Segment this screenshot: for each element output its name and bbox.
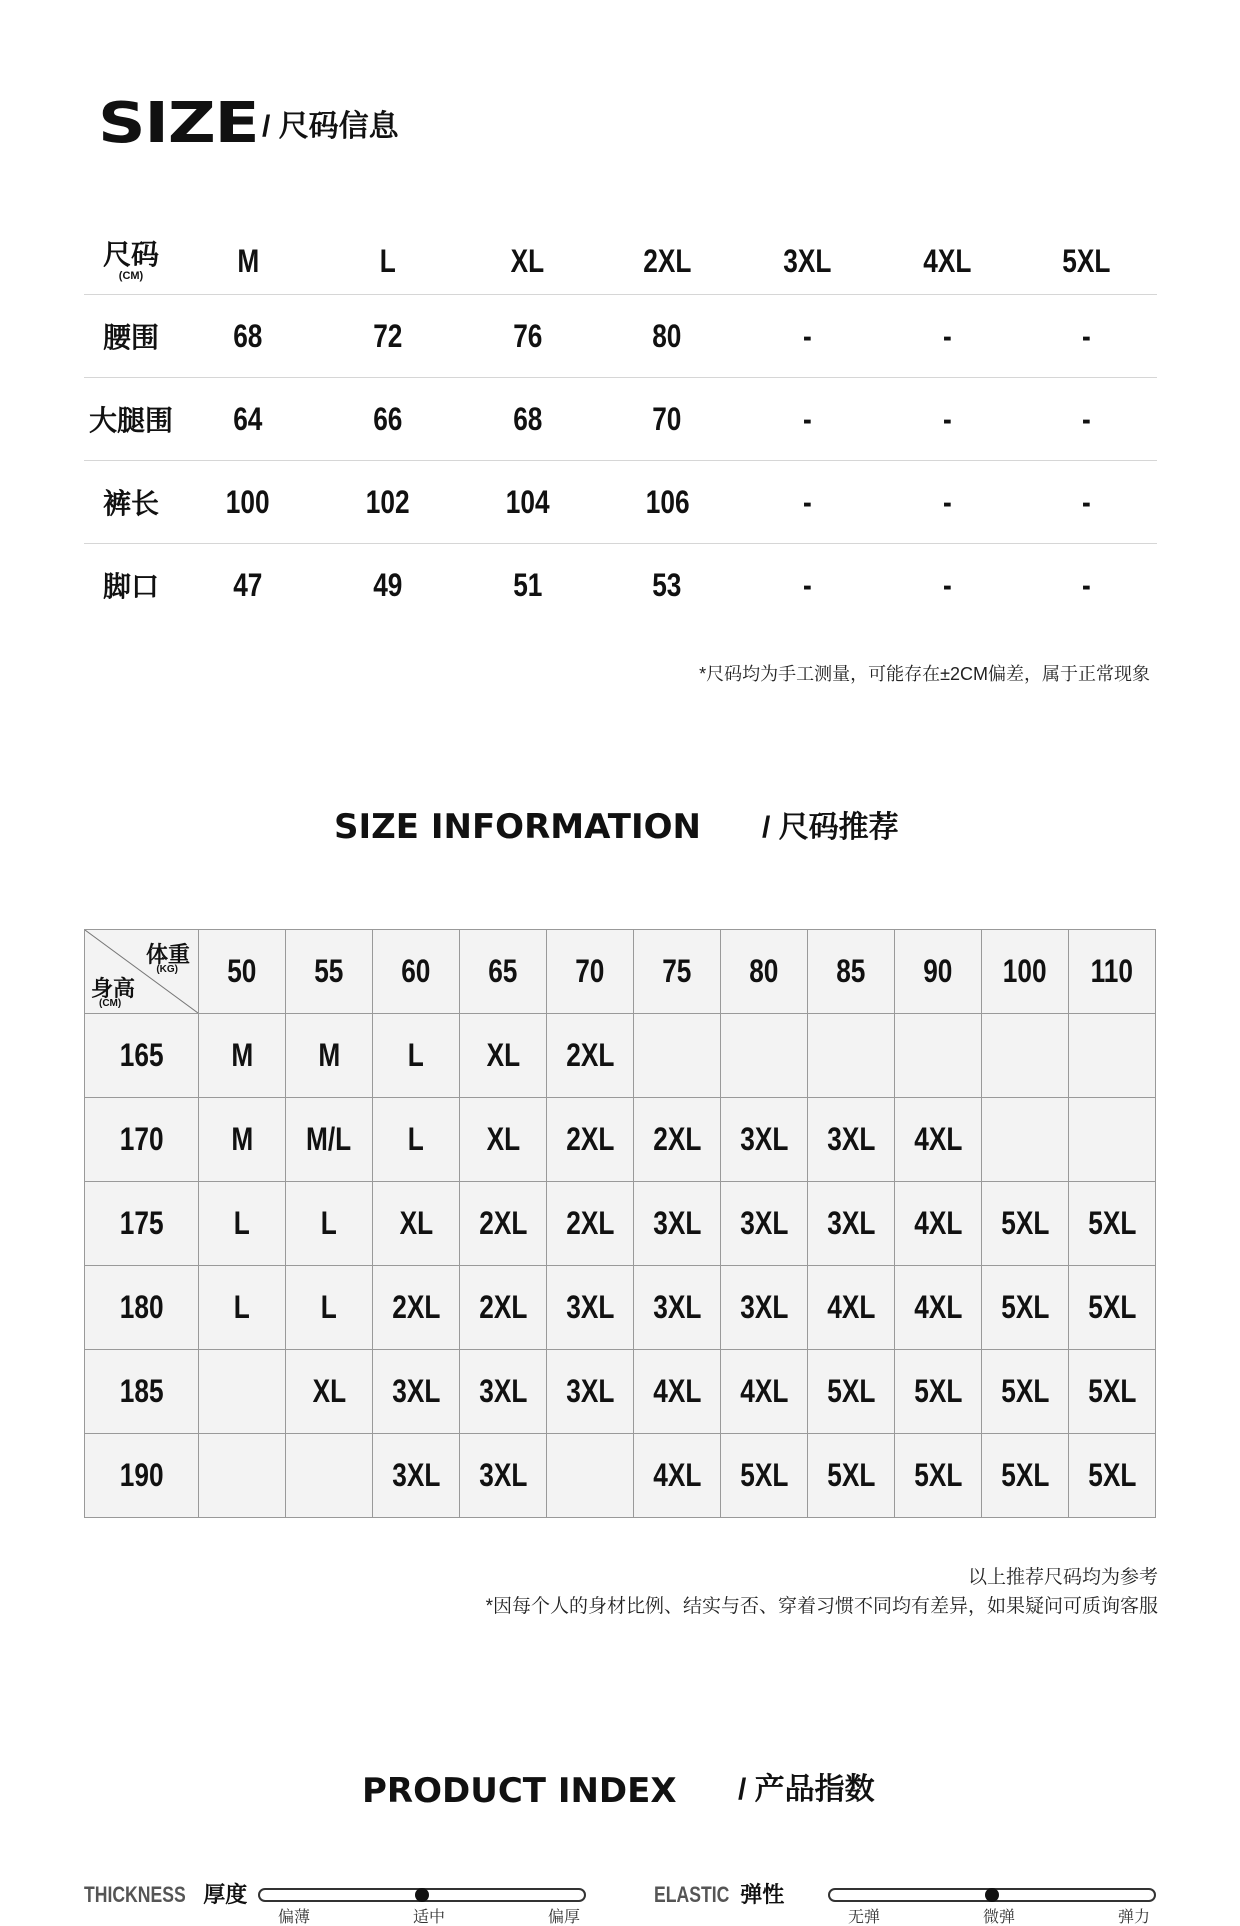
recommend-cell [634,1350,721,1434]
weight-value: 90 [923,953,953,989]
recommend-cell [895,1266,982,1350]
measurement-row-label: 裤长 [102,488,159,519]
measurement-cell [318,567,458,604]
measurement-value: 51 [512,566,543,603]
measurement-value: 70 [652,400,682,437]
measurement-cell [737,567,877,604]
size-label: 尺码 [102,238,159,270]
recommend-cell [286,1014,373,1098]
recommend-cell [808,1434,895,1518]
recommend-cell [373,1098,460,1182]
weight-value: 60 [401,953,431,989]
recommend-cell [721,1182,808,1266]
recommend-cell [547,1434,634,1518]
size-header-cell [178,243,318,280]
recommend-size: 2XL [391,1289,441,1325]
index-label-0 [84,1884,247,1906]
recommend-cell [547,1266,634,1350]
recommend-size: 3XL [739,1121,789,1157]
weight-header-cell [460,930,547,1014]
measurement-value: 104 [505,483,550,520]
recommend-size: M [231,1037,253,1073]
size-header-cell [318,243,458,280]
size-recommendation-table [84,929,1156,1518]
measurement-value: 72 [373,317,403,354]
weight-header-cell [286,930,373,1014]
recommend-size: M [318,1037,340,1073]
index-slider-0 [258,1888,586,1902]
recommend-cell [286,1350,373,1434]
recommend-size: L [233,1289,251,1325]
recommend-size: 5XL [1000,1205,1050,1241]
height-value: 175 [119,1205,164,1241]
recommend-size: XL [399,1205,433,1241]
measurement-cell [1017,401,1157,438]
weight-header-cell [982,930,1069,1014]
measurement-cell [318,484,458,521]
weight-header-cell [808,930,895,1014]
recommend-cell [721,1350,808,1434]
measurement-row [84,378,1157,461]
recommend-row [85,1266,1156,1350]
index-tick-label: 偏薄 [278,1909,311,1926]
index-slider-knob [415,1888,429,1902]
height-cell [85,1098,199,1182]
measurement-cell [597,401,737,438]
recommend-cell [982,1434,1069,1518]
weight-header-cell [547,930,634,1014]
recommend-size: XL [486,1037,520,1073]
recommend-cell [373,1434,460,1518]
recommend-cell [634,1434,721,1518]
weight-header-cell [199,930,286,1014]
height-value: 165 [119,1037,164,1073]
measurement-value: 66 [373,400,403,437]
recommend-cell [895,1014,982,1098]
height-cell [85,1014,199,1098]
index-label-cn: 弹性 [740,1882,785,1907]
recommend-size: 3XL [652,1289,702,1325]
product-index-title-en: PRODUCT INDEX [362,1771,677,1811]
recommend-size: 3XL [565,1373,615,1409]
recommend-row [85,1434,1156,1518]
recommend-cell [895,1098,982,1182]
measurement-cell [1017,318,1157,355]
recommend-cell [721,1098,808,1182]
measurement-cell [737,484,877,521]
height-value: 185 [119,1373,164,1409]
recommend-row [85,1014,1156,1098]
recommend-corner-cell [85,930,199,1014]
recommend-cell [373,1266,460,1350]
recommend-cell [199,1266,286,1350]
recommend-size: 3XL [478,1457,528,1493]
recommend-size: 2XL [652,1121,702,1157]
size-header-text: L [379,242,396,279]
measurement-value: - [1082,317,1092,354]
recommend-size: 4XL [826,1289,876,1325]
recommend-header-row [85,930,1156,1014]
size-header-cell [458,243,598,280]
weight-value: 50 [227,953,257,989]
recommend-cell [460,1350,547,1434]
measurement-value: - [942,483,952,520]
weight-value: 65 [488,953,518,989]
measurement-row [84,544,1157,626]
measurement-cell [737,401,877,438]
recommend-size: XL [486,1121,520,1157]
recommend-row [85,1098,1156,1182]
recommend-cell [547,1182,634,1266]
measurement-value: - [942,317,952,354]
size-information-title-cn: / 尺码推荐 [762,811,899,844]
index-tick-label: 弹力 [1118,1909,1151,1926]
recommend-size: 3XL [739,1289,789,1325]
size-header-text: 4XL [922,242,971,279]
measurement-value: 106 [645,483,690,520]
recommend-cell [721,1014,808,1098]
measurement-cell [877,401,1017,438]
weight-value: 100 [1003,953,1047,989]
recommend-size: 5XL [1087,1457,1137,1493]
recommend-cell [199,1182,286,1266]
recommend-size: 5XL [1000,1373,1050,1409]
measurement-row [84,295,1157,378]
recommend-size: 5XL [826,1457,876,1493]
measurement-value: - [1082,400,1092,437]
size-header-cell [1017,243,1157,280]
measurement-cell [877,318,1017,355]
measurement-value: - [1082,483,1092,520]
measurement-value: 68 [512,400,543,437]
size-title-en: SIZE [98,91,259,156]
recommend-row [85,1182,1156,1266]
height-cell [85,1182,199,1266]
recommend-cell [634,1098,721,1182]
recommend-cell [199,1098,286,1182]
recommend-cell [895,1350,982,1434]
measurement-value: - [802,317,812,354]
measurement-cell [318,401,458,438]
index-tick-label: 偏厚 [548,1909,581,1926]
recommend-size: 3XL [652,1205,702,1241]
size-unit: (CM) [118,269,144,282]
corner-height-label: 身高 [91,976,136,1001]
recommend-size: M [231,1121,253,1157]
recommend-cell [460,1014,547,1098]
recommend-cell [895,1434,982,1518]
recommend-row [85,1350,1156,1434]
recommend-cell [1069,1182,1156,1266]
measurement-value: 49 [373,566,403,603]
measurement-table [84,228,1157,626]
measurement-value: 47 [233,566,263,603]
recommend-cell [373,1350,460,1434]
height-cell [85,1434,199,1518]
corner-weight-unit: (KG) [156,964,178,975]
measurement-value: 64 [233,400,263,437]
recommend-cell [286,1434,373,1518]
weight-value: 70 [575,953,605,989]
recommend-size: 3XL [478,1373,528,1409]
recommend-cell [1069,1266,1156,1350]
weight-header-cell [895,930,982,1014]
measurement-cell [318,318,458,355]
recommend-cell [547,1350,634,1434]
measurement-cell [458,401,598,438]
weight-value: 80 [749,953,779,989]
recommend-size: L [407,1037,425,1073]
size-information-title-en: SIZE INFORMATION [334,807,701,847]
index-slider-1 [828,1888,1156,1902]
product-index-title-cn: / 产品指数 [738,1773,875,1806]
measurement-cell [458,484,598,521]
measurement-row-label: 大腿围 [88,405,173,436]
recommend-cell [1069,1434,1156,1518]
measurement-value: 76 [512,317,543,354]
recommend-size: 5XL [1087,1373,1137,1409]
recommend-size: 3XL [391,1373,441,1409]
weight-value: 55 [314,953,344,989]
height-cell [85,1350,199,1434]
recommend-size: 2XL [565,1121,615,1157]
measurement-cell [458,567,598,604]
recommend-cell [808,1014,895,1098]
measurement-header-label [84,238,178,282]
measurement-cell [877,484,1017,521]
recommend-cell [547,1014,634,1098]
height-value: 180 [119,1289,164,1325]
recommend-cell [460,1266,547,1350]
recommend-size: L [407,1121,425,1157]
measurement-cell [1017,484,1157,521]
measurement-row-label: 脚口 [102,571,159,602]
recommend-size: 3XL [565,1289,615,1325]
recommend-size: XL [312,1373,346,1409]
recommend-size: 5XL [1087,1205,1137,1241]
measurement-value: 100 [226,483,270,520]
measurement-value: - [802,400,812,437]
recommend-size: 4XL [913,1205,963,1241]
recommend-cell [982,1266,1069,1350]
recommendation-note-1: 以上推荐尺码均为参考 [967,1567,1158,1588]
size-header-text: 5XL [1062,242,1111,279]
measurement-cell [877,567,1017,604]
recommend-cell [460,1434,547,1518]
size-header-cell [877,243,1017,280]
recommend-size: 2XL [565,1205,615,1241]
recommend-size: 2XL [565,1037,615,1073]
recommend-cell [1069,1350,1156,1434]
recommend-cell [286,1098,373,1182]
recommend-size: 5XL [739,1457,789,1493]
recommend-cell [634,1266,721,1350]
size-header-cell [597,243,737,280]
recommend-cell [895,1182,982,1266]
recommend-size: 4XL [913,1289,963,1325]
measurement-cell [597,318,737,355]
measurement-value: 68 [233,317,263,354]
recommend-cell [982,1014,1069,1098]
recommend-size: L [320,1289,338,1325]
recommend-size: 4XL [739,1373,789,1409]
index-label-en: ELASTIC [654,1882,730,1907]
recommend-cell [634,1182,721,1266]
recommend-cell [808,1098,895,1182]
recommend-cell [547,1098,634,1182]
measurement-row [84,461,1157,544]
measurement-value: - [802,566,812,603]
recommend-size: 3XL [739,1205,789,1241]
measurement-cell [178,401,318,438]
recommend-cell [373,1014,460,1098]
size-header-text: 2XL [643,242,692,279]
recommend-size: 3XL [391,1457,441,1493]
recommend-size: L [320,1205,338,1241]
recommend-size: 5XL [826,1373,876,1409]
recommend-cell [982,1350,1069,1434]
recommend-size: 5XL [1000,1289,1050,1325]
recommend-cell [373,1182,460,1266]
measurement-cell [178,484,318,521]
height-cell [85,1266,199,1350]
recommend-cell [460,1098,547,1182]
recommend-size: 3XL [826,1121,876,1157]
recommend-cell [460,1182,547,1266]
size-header-text: M [236,242,259,279]
measurement-value: 80 [652,317,682,354]
size-title-cn: / 尺码信息 [262,110,399,143]
weight-value: 110 [1090,953,1134,989]
weight-header-cell [1069,930,1156,1014]
measurement-cell [597,567,737,604]
measurement-value: - [1082,566,1092,603]
recommend-size: 4XL [652,1457,702,1493]
measurement-cell [1017,567,1157,604]
measurement-note: *尺码均为手工测量，可能存在±2CM偏差，属于正常现象 [699,664,1150,684]
recommend-cell [199,1014,286,1098]
recommend-cell [1069,1098,1156,1182]
measurement-value: 102 [365,483,410,520]
measurement-value: - [802,483,812,520]
recommend-size: 4XL [913,1121,963,1157]
index-tick-label: 微弹 [983,1909,1016,1926]
recommend-cell [982,1098,1069,1182]
measurement-cell [597,484,737,521]
recommend-size: 5XL [913,1373,963,1409]
measurement-header-row [84,228,1157,295]
recommend-size: 4XL [652,1373,702,1409]
recommend-size: 5XL [1087,1289,1137,1325]
recommend-size: L [233,1205,251,1241]
recommend-cell [982,1182,1069,1266]
recommend-cell [721,1434,808,1518]
weight-value: 85 [836,953,866,989]
size-header-text: 3XL [783,242,832,279]
weight-header-cell [373,930,460,1014]
measurement-cell [737,318,877,355]
recommend-size: 5XL [1000,1457,1050,1493]
recommend-cell [721,1266,808,1350]
measurement-value: - [942,400,952,437]
recommend-cell [199,1434,286,1518]
recommend-size: M/L [306,1121,352,1157]
recommend-size: 2XL [478,1205,528,1241]
measurement-row-label: 腰围 [102,322,159,353]
index-tick-label: 适中 [413,1909,446,1926]
measurement-cell [178,567,318,604]
index-label-en: THICKNESS [84,1882,186,1907]
recommend-cell [286,1266,373,1350]
size-header-text: XL [510,242,545,279]
recommendation-note-2: *因每个人的身材比例、结实与否、穿着习惯不同均有差异，如果疑问可质询客服 [485,1596,1158,1617]
measurement-cell [178,318,318,355]
recommend-cell [286,1182,373,1266]
index-label-cn: 厚度 [203,1882,248,1907]
recommend-size: 2XL [478,1289,528,1325]
recommend-cell [808,1182,895,1266]
recommend-cell [199,1350,286,1434]
size-header-cell [737,243,877,280]
index-label-1 [654,1884,784,1906]
recommend-cell [634,1014,721,1098]
measurement-cell [458,318,598,355]
weight-value: 75 [662,953,692,989]
weight-header-cell [634,930,721,1014]
recommend-size: 5XL [913,1457,963,1493]
recommend-size: 3XL [826,1205,876,1241]
height-value: 170 [119,1121,164,1157]
height-value: 190 [119,1457,164,1493]
corner-weight-label: 体重 [145,942,190,967]
corner-height-unit: (CM) [99,998,122,1009]
weight-header-cell [721,930,808,1014]
index-slider-knob [985,1888,999,1902]
recommend-cell [808,1266,895,1350]
measurement-value: - [942,566,952,603]
recommend-cell [1069,1014,1156,1098]
measurement-value: 53 [652,566,682,603]
recommend-cell [808,1350,895,1434]
index-tick-label: 无弹 [848,1909,881,1926]
